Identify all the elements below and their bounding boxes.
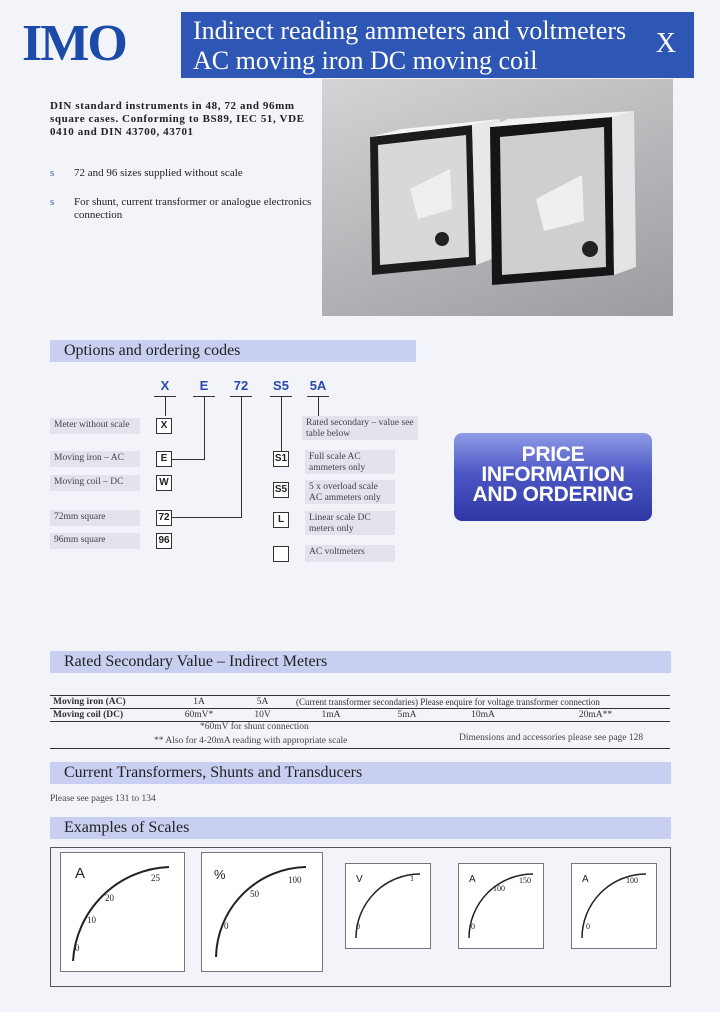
scale-unit: V xyxy=(356,874,363,885)
scale-unit: A xyxy=(75,865,86,882)
scale-example-4 xyxy=(458,863,544,949)
code-box-e: E xyxy=(156,451,172,467)
imo-logo: IMO xyxy=(22,15,126,72)
scale-mark: 100 xyxy=(288,875,302,885)
scale-mark: 0 xyxy=(471,922,475,931)
title-line-2: AC moving iron DC moving coil xyxy=(193,46,538,75)
scale-mark: 150 xyxy=(519,876,531,885)
scale-example-3 xyxy=(345,863,431,949)
cell: 20mA** xyxy=(578,710,613,720)
row-label-moving-iron: Moving iron (AC) xyxy=(53,697,126,707)
examples-heading: Examples of Scales xyxy=(50,817,671,839)
code-box-s1: S1 xyxy=(273,451,289,467)
code-box-s5: S5 xyxy=(273,482,289,498)
section-letter: X xyxy=(655,28,676,59)
price-information-badge[interactable] xyxy=(454,433,652,521)
price-line-2: INFORMATION xyxy=(481,463,625,486)
label-meter-without-scale: Meter without scale xyxy=(50,418,140,434)
code-box-96: 96 xyxy=(156,533,172,549)
code-box-w: W xyxy=(156,475,172,491)
scale-example-2 xyxy=(201,852,323,972)
table-row xyxy=(50,709,670,722)
cell: 5A xyxy=(256,697,269,707)
top-code-s5: S5 xyxy=(273,378,289,393)
intro-text: DIN standard instruments in 48, 72 and 96mm square cases. Conforming to BS89, IEC 51, VDE 0410 and DIN 43700, 43701 xyxy=(50,100,305,138)
scale-unit: A xyxy=(469,874,476,885)
label-linear-scale: Linear scale DC meters only xyxy=(305,511,395,535)
label-96mm: 96mm square xyxy=(50,533,140,549)
scale-mark: 100 xyxy=(626,876,638,885)
footnote-60mv: *60mV for shunt connection xyxy=(200,722,309,732)
scale-mark: 0 xyxy=(586,922,590,931)
label-ac-voltmeters: AC voltmeters xyxy=(305,545,395,562)
scale-mark: 100 xyxy=(493,884,505,893)
label-moving-iron: Moving iron – AC xyxy=(50,451,140,467)
scale-mark: 0 xyxy=(224,921,229,931)
current-transformers-heading: Current Transformers, Shunts and Transducers xyxy=(50,762,671,784)
bullet-symbol: s xyxy=(50,196,55,208)
code-box-l: L xyxy=(273,512,289,528)
cell: 1A xyxy=(193,697,205,707)
scale-example-1 xyxy=(60,852,185,972)
label-full-scale: Full scale AC ammeters only xyxy=(305,450,395,474)
price-line-1: PRICE xyxy=(521,443,585,466)
cell: 60mV* xyxy=(184,710,214,720)
label-72mm: 72mm square xyxy=(50,510,140,526)
scale-unit: % xyxy=(214,867,226,882)
scale-unit: A xyxy=(582,874,589,885)
label-moving-coil: Moving coil – DC xyxy=(50,475,140,491)
current-transformers-note: Please see pages 131 to 134 xyxy=(50,794,156,804)
scale-mark: 1 xyxy=(410,874,414,883)
price-line-3: AND ORDERING xyxy=(472,483,634,506)
table-row xyxy=(50,696,670,709)
bullet-text: 72 and 96 sizes supplied without scale xyxy=(74,167,243,179)
product-photo xyxy=(322,79,673,316)
scale-mark: 50 xyxy=(250,889,259,899)
row-label-moving-coil: Moving coil (DC) xyxy=(53,710,124,720)
top-code-e: E xyxy=(199,378,209,393)
rated-secondary-heading: Rated Secondary Value – Indirect Meters xyxy=(50,651,671,673)
scale-mark: 0 xyxy=(356,922,360,931)
cell: 1mA xyxy=(321,710,341,720)
top-code-72: 72 xyxy=(233,378,249,393)
title-banner xyxy=(181,12,694,78)
label-rated-secondary: Rated secondary – value see table below xyxy=(302,416,418,440)
top-code-5a: 5A xyxy=(309,378,327,393)
cell: (Current transformer secondaries) Please enquire for voltage transformer connection xyxy=(296,697,600,707)
footnote-dimensions: Dimensions and accessories please see page 128 xyxy=(459,733,644,743)
code-box-ac-voltmeters xyxy=(273,546,289,562)
options-heading: Options and ordering codes xyxy=(50,340,416,362)
scale-mark: 0 xyxy=(75,943,80,953)
meters-illustration xyxy=(322,79,673,316)
scale-mark: 10 xyxy=(87,915,96,925)
cell: 10V xyxy=(254,710,271,720)
code-box-72: 72 xyxy=(156,510,172,526)
bullet-symbol: s xyxy=(50,167,55,179)
bullet-text: For shunt, current transformer or analogue electronics connection xyxy=(74,196,312,221)
cell: 10mA xyxy=(471,710,495,720)
label-overload-scale: 5 x overload scale AC ammeters only xyxy=(305,480,395,504)
top-code-x: X xyxy=(160,378,170,393)
scale-example-5 xyxy=(571,863,657,949)
title-line-1: Indirect reading ammeters and voltmeters xyxy=(193,16,627,45)
rated-secondary-table xyxy=(50,695,670,722)
code-box-x: X xyxy=(156,418,172,434)
footnote-4-20ma: ** Also for 4-20mA reading with appropriate scale xyxy=(154,736,348,746)
scale-mark: 25 xyxy=(151,873,160,883)
cell: 5mA xyxy=(397,710,417,720)
scale-mark: 20 xyxy=(105,893,114,903)
